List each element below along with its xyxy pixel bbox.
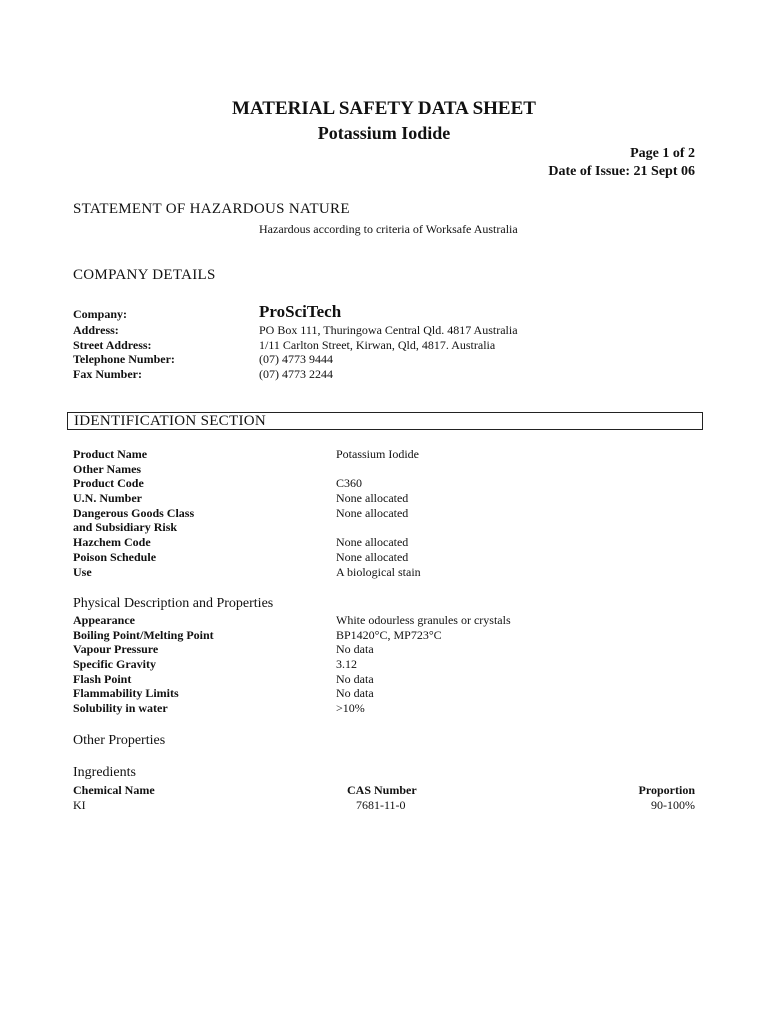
hazard-heading: STATEMENT OF HAZARDOUS NATURE [73,201,350,217]
company-label: Company: [73,307,128,321]
table-row: Product Code C360 [73,476,363,491]
proportion-value: 90-100% [651,798,695,812]
physical-heading: Physical Description and Properties [73,596,274,611]
address-label: Address: [73,323,119,337]
physical-rows [73,613,703,716]
proportion-header: Proportion [638,783,695,797]
fax-value: (07) 4773 2244 [259,367,333,381]
table-row: Solubility in water >10% [73,701,365,716]
document-title: MATERIAL SAFETY DATA SHEET [232,98,536,119]
table-row: Poison Schedule None allocated [73,549,409,564]
other-properties-heading: Other Properties [73,733,166,748]
company-name: ProSciTech [259,302,342,321]
document-subtitle: Potassium Iodide [317,123,451,143]
identification-section-box [67,412,703,430]
telephone-label: Telephone Number: [73,352,175,366]
cas-number-value: 7681-11-0 [356,798,406,812]
table-row: Hazchem Code None allocated [73,535,409,550]
table-row: Flammability Limits No data [73,686,374,701]
table-row: Boiling Point/Melting Point BP1420°C, MP723°C [73,627,442,642]
table-row: Vapour Pressure No data [73,642,374,657]
table-row: Flash Point No data [73,671,374,686]
company-heading: COMPANY DETAILS [73,267,216,283]
identification-heading: IDENTIFICATION SECTION [74,413,266,429]
fax-label: Fax Number: [73,367,142,381]
table-row: Dangerous Goods Class None allocated [73,505,409,520]
cas-number-header: CAS Number [347,783,417,797]
address-value: PO Box 111, Thuringowa Central Qld. 4817 Australia [259,323,518,337]
street-address-label: Street Address: [73,338,152,352]
table-row: Product Name Potassium Iodide [73,447,419,461]
table-row: U.N. Number None allocated [73,491,409,506]
chemical-name-value: KI [73,798,86,812]
table-row: Other Names [73,461,142,476]
table-row: Appearance White odourless granules or crystals [73,613,511,627]
chemical-name-header: Chemical Name [73,783,155,797]
table-row: and Subsidiary Risk [73,520,178,535]
street-address-value: 1/11 Carlton Street, Kirwan, Qld, 4817. Australia [259,338,496,352]
hazard-text: Hazardous according to criteria of Worksafe Australia [259,222,518,236]
table-row: Use A biological stain [73,564,421,579]
ingredients-heading: Ingredients [73,765,136,780]
date-of-issue: Date of Issue: 21 Sept 06 [548,164,695,179]
telephone-value: (07) 4773 9444 [259,352,333,366]
page-number: Page 1 of 2 [630,146,695,161]
identification-rows [73,447,703,579]
table-row: Specific Gravity 3.12 [73,657,357,672]
